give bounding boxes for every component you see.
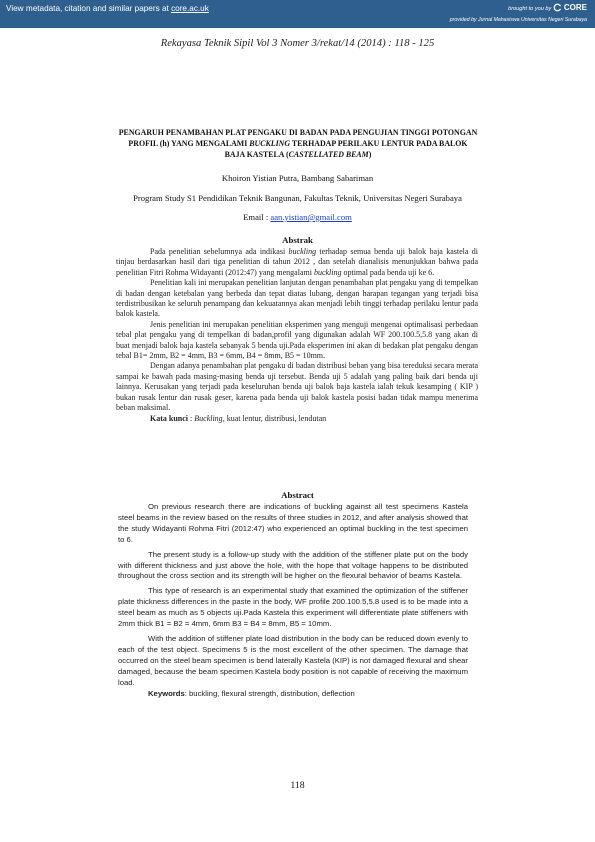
affiliation: Program Study S1 Pendidikan Teknik Bangunan, Fakultas Teknik, Universitas Negeri Surabaya <box>133 193 462 203</box>
abstrak-heading: Abstrak <box>282 235 313 245</box>
title-part: PENGARUH PENAMBAHAN PLAT PENGAKU DI BADAN PADA PENGUJIAN TINGGI POTONGAN PROFIL (h) YANG MENGALAMI <box>118 128 478 149</box>
abstract-paragraph: With the addition of stiffener plate load distribution in the body can be reduced down evenly to each of the test object. Specimens 5 is the most excellent of the other specimen. The damage that occurred on the steel beam specimen is bend laterally Kastela (KIP) is not damaged flexural and shear damaged, because the beam specimen Kastela body position is not capable of receiving the maximum load. <box>118 633 468 687</box>
title-italic: CASTELLATED BEAM <box>288 150 369 160</box>
abstrak-paragraph <box>116 247 478 278</box>
journal-header: Rekayasa Teknik Sipil Vol 3 Nomer 3/rekat/14 (2014) : 118 - 125 <box>160 38 435 49</box>
core-logo-icon <box>553 3 562 14</box>
abstract-heading: Abstract <box>281 490 314 500</box>
text-run: terhadap semua benda uji balok baja kastela di tinjau berdasarkan hasil dari tiga penelitian di tahun 2012 , dan setelah dianalisis menunjukkan bahwa pada penelitian Fitri Rohma Widayanti (2012:47) yang mengalami <box>116 247 478 277</box>
keywords-label: Keywords <box>148 688 185 698</box>
text-run: : <box>188 413 195 423</box>
abstract-body <box>118 502 468 699</box>
title-part: TERHADAP PERILAKU LENTUR PADA BALOK BAJA KASTELA ( <box>224 139 468 160</box>
email-label: Email : <box>243 212 271 222</box>
email-line <box>0 212 595 222</box>
text-italic: buckling <box>313 267 342 277</box>
authors: Khoiron Yistian Putra, Bambang Sabariman <box>221 173 374 183</box>
abstrak-body <box>116 247 478 424</box>
keywords <box>118 689 468 700</box>
brought-by-label: brought to you by <box>508 6 552 12</box>
brought-by[interactable] <box>508 3 587 14</box>
text-italic: buckling <box>288 247 317 256</box>
text-run: , kuat lentur, distribusi, lendutan <box>222 413 327 423</box>
email-link[interactable]: aan.yistian@gmail.com <box>270 212 352 222</box>
kata-kunci-label: Kata kunci <box>150 413 189 423</box>
page-number: 118 <box>290 780 305 791</box>
core-logo-text: CORE <box>563 3 587 12</box>
text-italic: Buckling <box>194 413 223 423</box>
title-italic: BUCKLING <box>249 139 291 149</box>
text-run: optimal pada benda uji ke 6. <box>341 267 435 277</box>
abstrak-paragraph: Dengan adanya penambahan plat pengaku di badan distribusi beban yang bisa tereduksi secara merata sampai ke bawah pada masing-masing benda uji tersebut. Benda uji 5 adalah yang paling baik dari benda uji lainnya. Kerusakan yang terjadi pada keseluruhan benda uji balok baja kastela ialah tekuk kesamping ( KIP ) bukan rusak lentur dan rusak geser, karena pada benda uji balok kastela posisi badan tidak mampu menerima beban maksimal. <box>116 361 478 413</box>
paper-title <box>118 127 478 161</box>
core-link[interactable]: core.ac.uk <box>171 4 209 13</box>
abstrak-paragraph: Penelitian kali ini merupakan penelitian lanjutan dengan penambahan plat pengaku yang di tempelkan di badan dengan ketebalan yang berbeda dan tepat diatas lubang, dengan harapan tegangan yang terjadi bisa terdistribusikan ke seluruh penampang dan kekuatannya akan menjadi lebih tinggi terhadap perilaku lentur pada balok kastela. <box>116 278 478 319</box>
core-banner <box>0 0 595 28</box>
text-run: : buckling, flexural strength, distribution, deflection <box>184 688 355 698</box>
metadata-link-text[interactable] <box>6 4 209 13</box>
metadata-label: View metadata, citation and similar papers at <box>6 4 172 13</box>
abstract-paragraph: The present study is a follow-up study with the addition of the stiffener plate put on the body with different thickness and just above the hole, with the hope that voltage happens to be distributed throughout the cross section and its strength will be higher on the flexural behavior of beams Kastela. <box>118 549 468 581</box>
abstrak-paragraph: Jenis penelitian ini merupakan penelitian eksperimen yang menguji mengenai optimalisasi perbedaan tebal plat pengaku yang di tempelkan di badan,profil yang digunakan adalah WF 200.100.5,5.8 yang akan di buat menjadi balok baja kastela sebanyak 5 benda uji.Pada eksperimen ini akan di bedakan plat pengaku dengan tebal B1= 2mm, B2 = 4mm, B3 = 6mm, B4 = 8mm, B5 = 10mm. <box>116 319 478 361</box>
text-run: Pada penelitian sebelumnya ada indikasi <box>150 247 289 256</box>
abstract-paragraph: This type of research is an experimental study that examined the optimization of the stiffener plate thickness differences in the paste in the body, WF profile 200.100.5,5.8 used is to be made into a steel beam as much as 5 objects uji.Pada Kastela this experiment will differentiate plate stiffeners with 2mm thick B1 = B2 = 4mm, 6mm B3 = B4 = 8mm, B5 = 10mm. <box>118 586 468 629</box>
title-part: ) <box>368 150 372 160</box>
abstract-paragraph: On previous research there are indications of buckling against all test specimens Kastela steel beams in the review based on the results of three studies in 2012, and after analysis showed that the study Widayanti Rohma Fitri (2012:47) who experienced an optimal buckling in the test specimen to 6. <box>118 502 468 544</box>
provided-by[interactable]: provided by Jurnal Mahasiswa Universitas Negeri Surabaya <box>449 17 587 23</box>
kata-kunci <box>116 414 478 424</box>
